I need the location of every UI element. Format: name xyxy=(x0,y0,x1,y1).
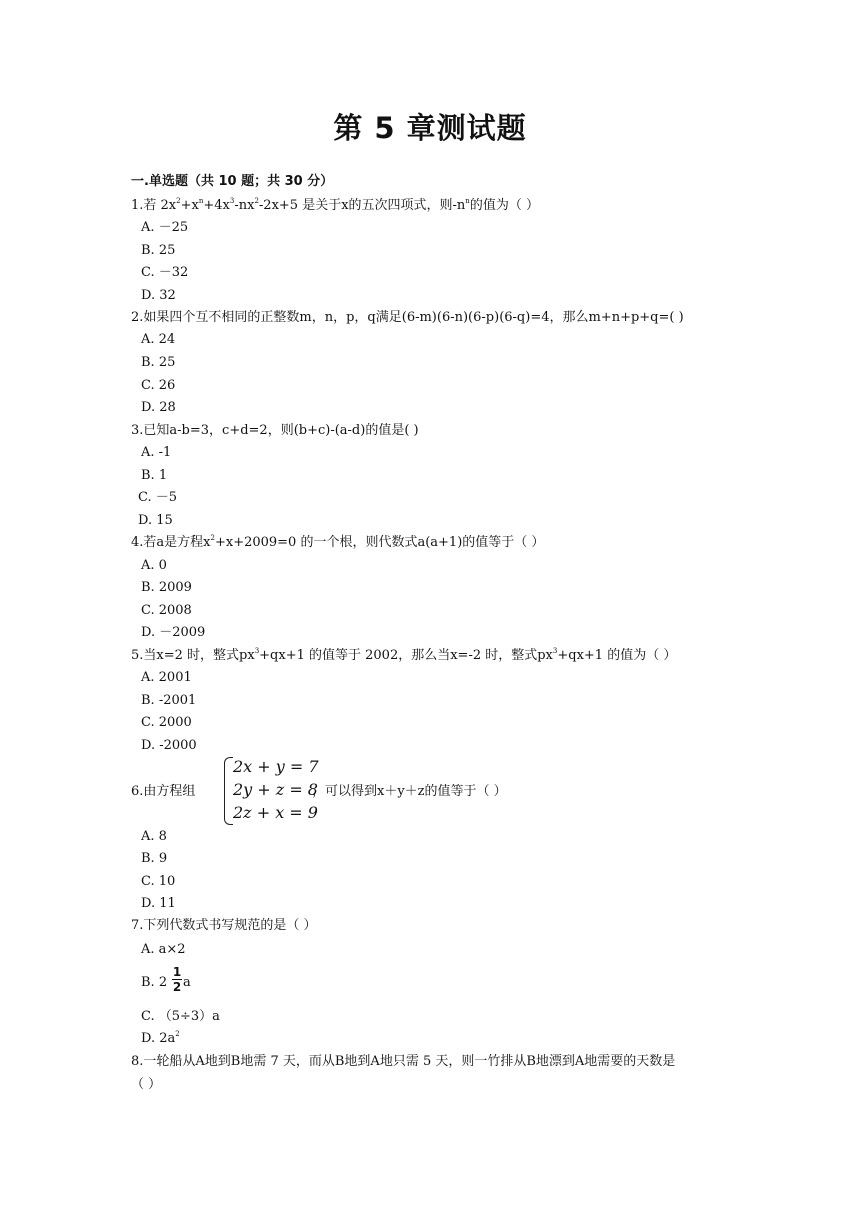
question-5-option-a: A. 2001 xyxy=(141,670,192,685)
page-title: 第 5 章测试题 xyxy=(333,111,527,145)
question-7-option-b-prefix: B. 2 xyxy=(141,975,168,990)
question-2-option-b: B. 25 xyxy=(141,355,176,370)
question-5-option-b: B. -2001 xyxy=(141,693,197,708)
question-3-option-d: D. 15 xyxy=(138,513,173,528)
question-7-stem: 7.下列代数式书写规范的是（ ） xyxy=(131,918,317,933)
question-6-option-c: C. 10 xyxy=(141,874,176,889)
question-1-option-a: A. －25 xyxy=(141,220,189,235)
question-3-stem: 3.已知a-b=3，c+d=2，则(b+c)-(a-d)的值是( ) xyxy=(131,423,419,438)
equation-1: 2x + y = 7 xyxy=(233,757,319,776)
equation-system-brace xyxy=(224,757,233,825)
question-4-option-c: C. 2008 xyxy=(141,603,192,618)
question-1-stem: 1.若 $2x^2+x^n+4x^3-nx^2-2x+5$ 是关于x的五次四项式，则$-n^n$的值为（ ） xyxy=(131,197,539,213)
question-3-option-b: B. 1 xyxy=(141,468,168,483)
fraction-numerator: 1 xyxy=(172,965,182,979)
question-7-option-d: D. $2a^2$ xyxy=(141,1030,180,1046)
question-4-option-d: D. －2009 xyxy=(141,625,206,640)
question-5-option-c: C. 2000 xyxy=(141,715,192,730)
equation-3: 2z + x = 9 xyxy=(233,803,318,822)
section-heading: 一.单选题（共 10 题；共 30 分） xyxy=(131,174,334,189)
question-6-stem-suffix: ，可以得到x＋y＋z的值等于（ ） xyxy=(312,784,507,799)
question-7-option-c: C. （5÷3）a xyxy=(141,1009,220,1024)
question-4-option-a: A. 0 xyxy=(141,558,167,573)
question-5-option-d: D. -2000 xyxy=(141,738,197,753)
question-2-stem: 2.如果四个互不相同的正整数m，n，p，q满足(6-m)(6-n)(6-p)(6-q)=4，那么m+n+p+q=( ) xyxy=(131,310,684,325)
question-2-option-a: A. 24 xyxy=(141,332,176,347)
question-4-option-b: B. 2009 xyxy=(141,580,192,595)
question-1-option-c: C. －32 xyxy=(141,265,189,280)
equation-2: 2y + z = 8 xyxy=(233,780,318,799)
fraction-denominator: 2 xyxy=(172,980,182,994)
question-8-stem-continued: （ ） xyxy=(131,1077,162,1092)
question-3-option-a: A. -1 xyxy=(141,445,172,460)
question-6-option-d: D. 11 xyxy=(141,896,176,911)
question-8-stem: 8.一轮船从A地到B地需 7 天，而从B地到A地只需 5 天，则一竹排从B地漂到A地需要的天数是 xyxy=(131,1054,676,1069)
question-2-option-d: D. 28 xyxy=(141,400,176,415)
question-5-stem: 5.当x=2 时，整式$px^3+qx+1$ 的值等于 2002，那么当x=-2 时，整式$px^3+qx+1$ 的值为（ ） xyxy=(131,647,677,663)
question-1-option-d: D. 32 xyxy=(141,288,176,303)
question-7-option-b-suffix: a xyxy=(183,975,191,990)
question-4-stem: 4.若a是方程$x^2+x+2009=0$ 的一个根，则代数式a(a+1)的值等于（ ） xyxy=(131,534,545,550)
question-6-option-a: A. 8 xyxy=(141,829,167,844)
question-6-stem-prefix: 6.由方程组 xyxy=(131,784,196,799)
question-6-option-b: B. 9 xyxy=(141,851,168,866)
question-3-option-c: C. －5 xyxy=(138,490,178,505)
question-1-option-b: B. 25 xyxy=(141,243,176,258)
question-2-option-c: C. 26 xyxy=(141,378,176,393)
fraction-one-half xyxy=(172,966,182,993)
question-7-option-a: A. a×2 xyxy=(141,942,186,957)
